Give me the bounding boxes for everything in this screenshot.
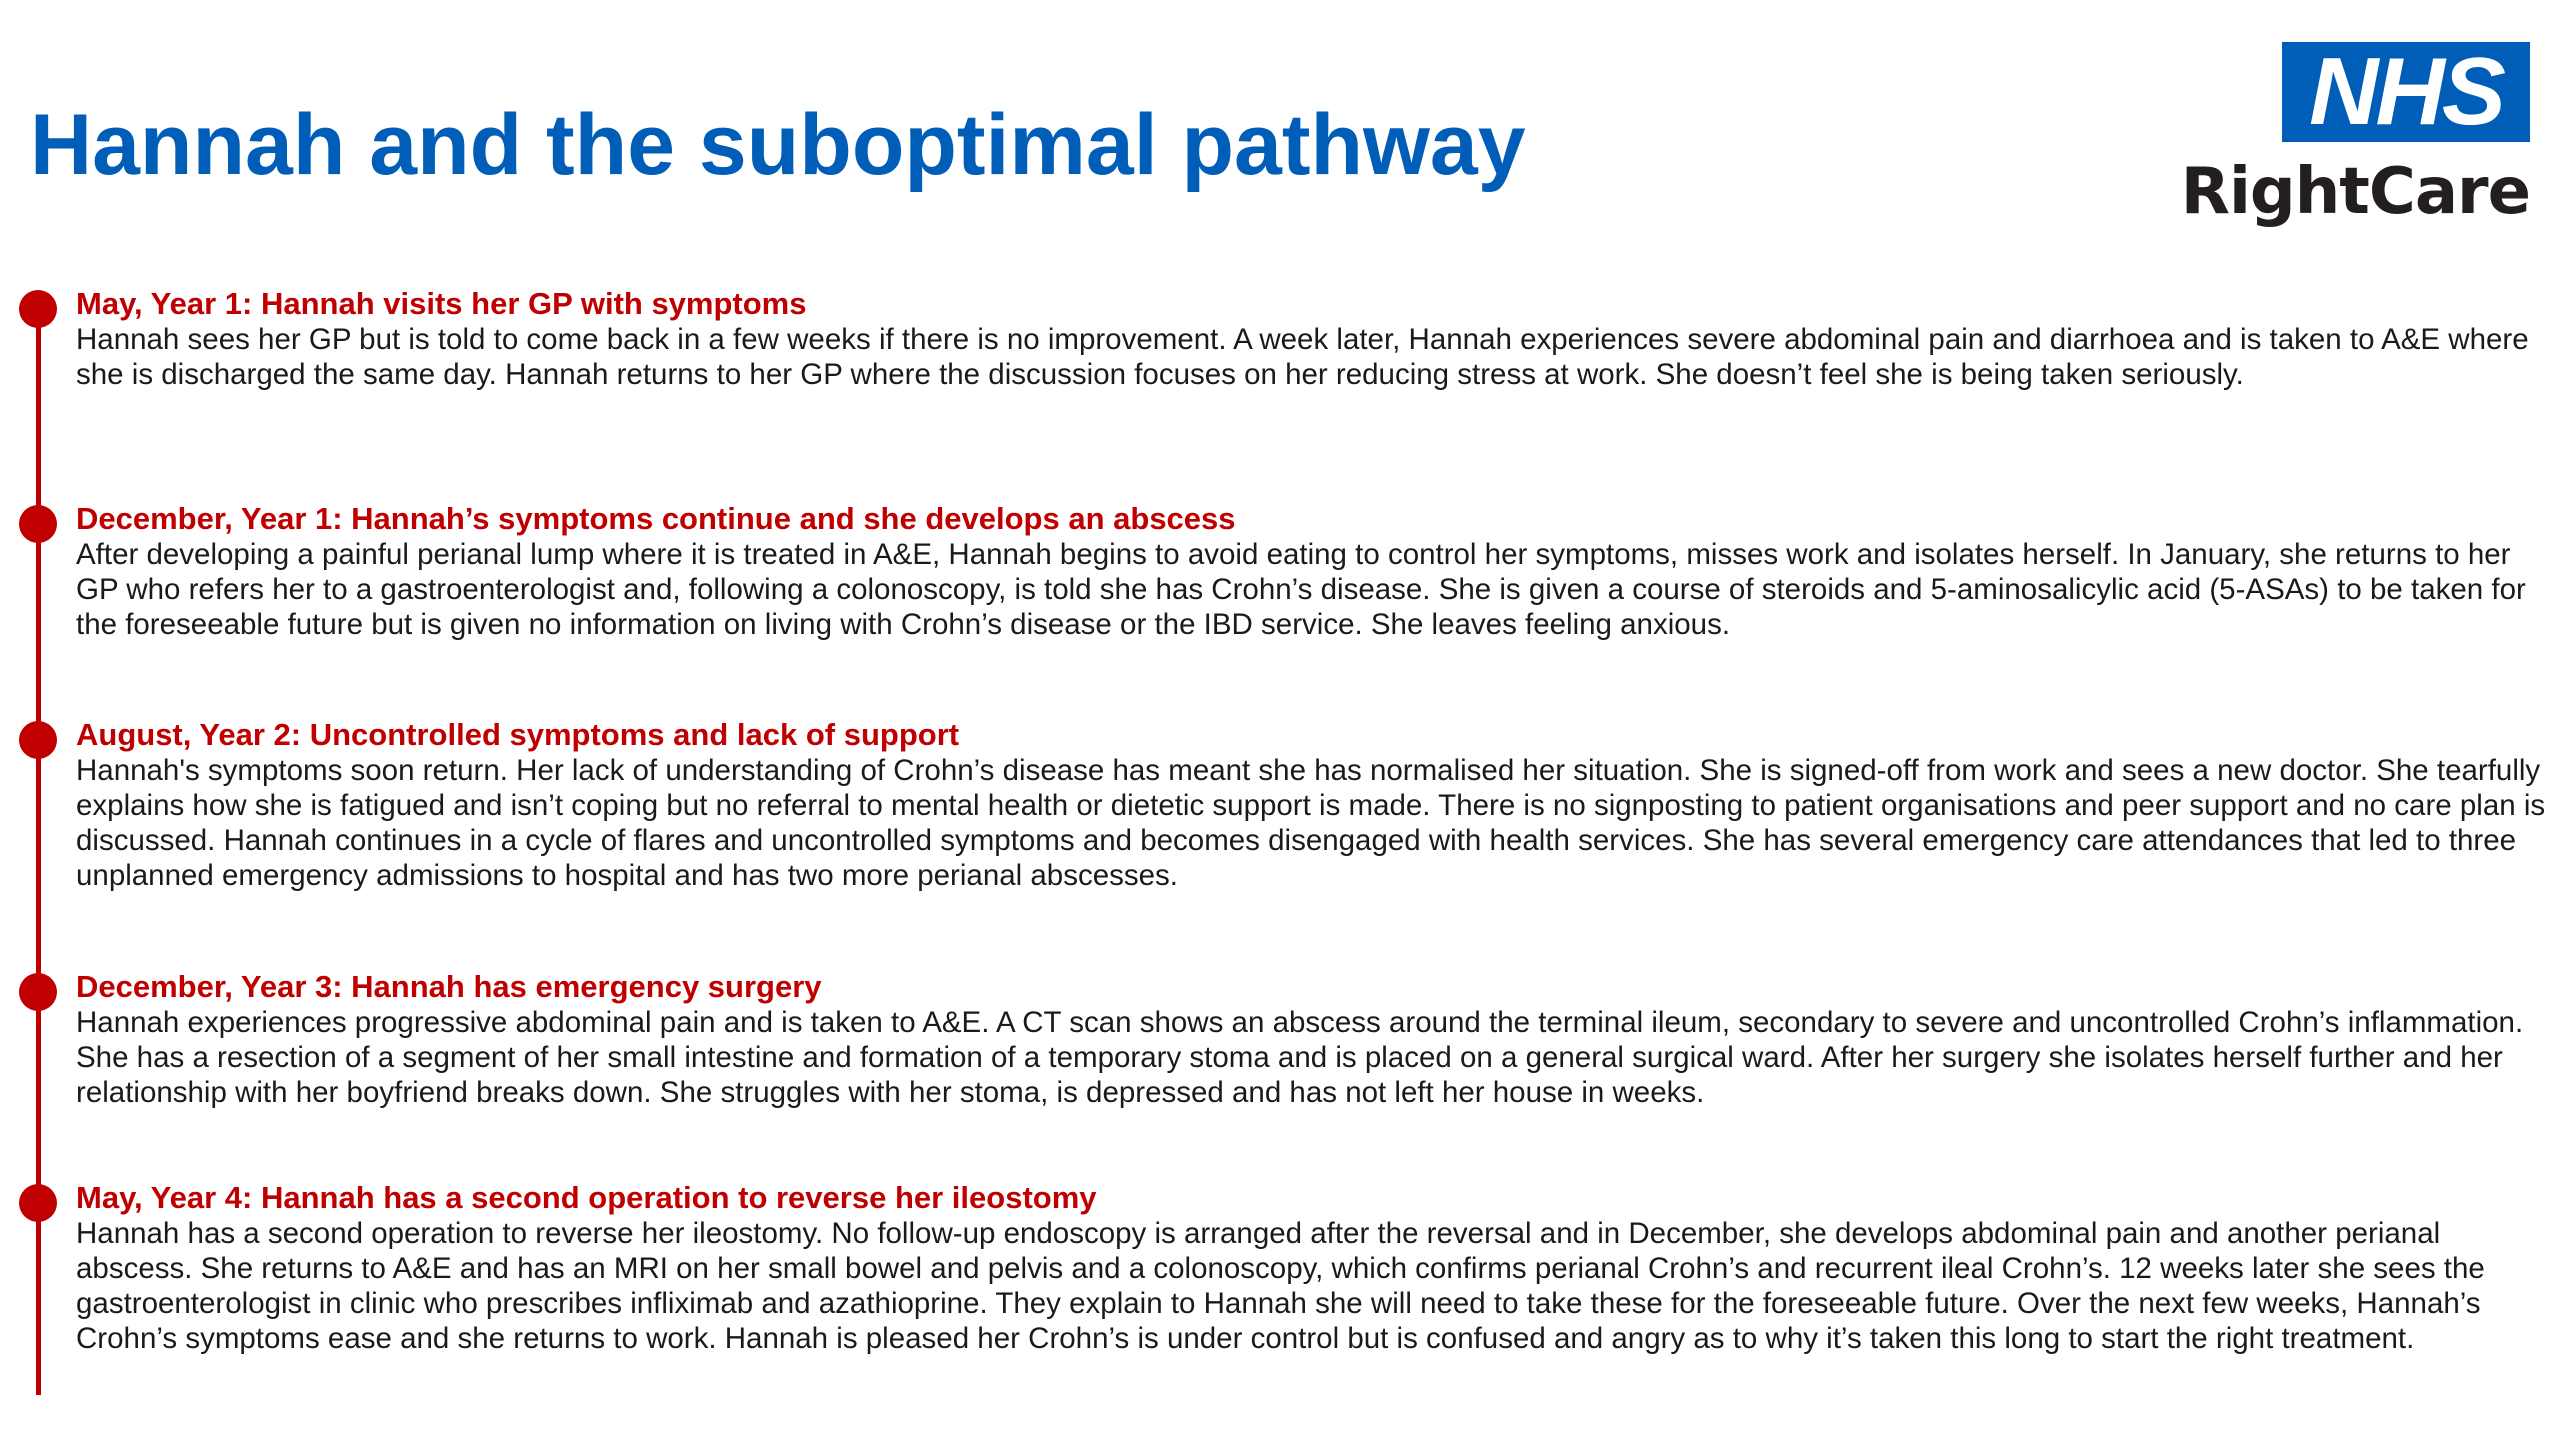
event-description: After developing a painful perianal lump where it is treated in A&E, Hannah begins to avoid eating to control her symptoms, misses work and isolates herself. In January, she returns to her GP who refers her to a gastroenterologist and, following a colonoscopy, is told she has Crohn’s disease. She is given a course of steroids and 5-aminosalicylic acid (5-ASAs) to be taken for the foreseeable future but is given no information on living with Crohn’s disease or the IBD service. She leaves feeling anxious. — [76, 538, 2526, 641]
page-title: Hannah and the suboptimal pathway — [30, 97, 1526, 193]
nhs-rightcare-logo — [2180, 38, 2540, 242]
event-title: December, Year 3: Hannah has emergency surgery — [76, 969, 822, 1004]
nhs-logo-box — [2282, 38, 2530, 145]
event-title: December, Year 1: Hannah’s symptoms continue and she develops an abscess — [76, 501, 1236, 536]
event-title: August, Year 2: Uncontrolled symptoms and lack of support — [76, 717, 960, 752]
event-description: Hannah has a second operation to reverse her ileostomy. No follow-up endoscopy is arranged after the reversal and in December, she develops abdominal pain and another perianal abscess. She returns to A&E and has an MRI on her small bowel and pelvis and a colonoscopy, which confirms perianal Crohn’s and recurrent ileal Crohn’s. 12 weeks later she sees the gastroenterologist in clinic who prescribes infliximab and azathioprine. They explain to Hannah she will need to take these for the foreseeable future. Over the next few weeks, Hannah’s Crohn’s symptoms ease and she returns to work. Hannah is pleased her Crohn’s is under control but is confused and angry as to why it’s taken this long to start the right treatment. — [76, 1217, 2485, 1355]
nhs-logo-mark: NHS — [2309, 38, 2503, 145]
event-title: May, Year 4: Hannah has a second operation to reverse her ileostomy — [76, 1180, 1097, 1215]
timeline-line — [36, 305, 41, 1395]
timeline-dot — [19, 1184, 57, 1222]
event-description: Hannah sees her GP but is told to come back in a few weeks if there is no improvement. A week later, Hannah experiences severe abdominal pain and diarrhoea and is taken to A&E where she is discharged the same day. Hannah returns to her GP where the discussion focuses on her reducing stress at work. She doesn’t feel she is being taken seriously. — [76, 323, 2529, 391]
event-description: Hannah experiences progressive abdominal pain and is taken to A&E. A CT scan shows an abscess around the terminal ileum, secondary to severe and uncontrolled Crohn’s inflammation. She has a resection of a segment of her small intestine and formation of a temporary stoma and is placed on a general surgical ward. After her surgery she isolates herself further and her relationship with her boyfriend breaks down. She struggles with her stoma, is depressed and has not left her house in weeks. — [76, 1006, 2524, 1109]
rightcare-logo-text: RightCare — [2180, 155, 2530, 229]
timeline-dot — [19, 505, 57, 543]
timeline-dot — [19, 290, 57, 328]
event-title: May, Year 1: Hannah visits her GP with symptoms — [76, 286, 807, 321]
timeline-dot — [19, 973, 57, 1011]
event-description: Hannah's symptoms soon return. Her lack of understanding of Crohn’s disease has meant she has normalised her situation. She is signed-off from work and sees a new doctor. She tearfully explains how she is fatigued and isn’t coping but no referral to mental health or dietetic support is made. There is no signposting to patient organisations and peer support and no care plan is discussed. Hannah continues in a cycle of flares and uncontrolled symptoms and becomes disengaged with health services. She has several emergency care attendances that led to three unplanned emergency admissions to hospital and has two more perianal abscesses. — [76, 754, 2546, 892]
timeline-dot — [19, 721, 57, 759]
